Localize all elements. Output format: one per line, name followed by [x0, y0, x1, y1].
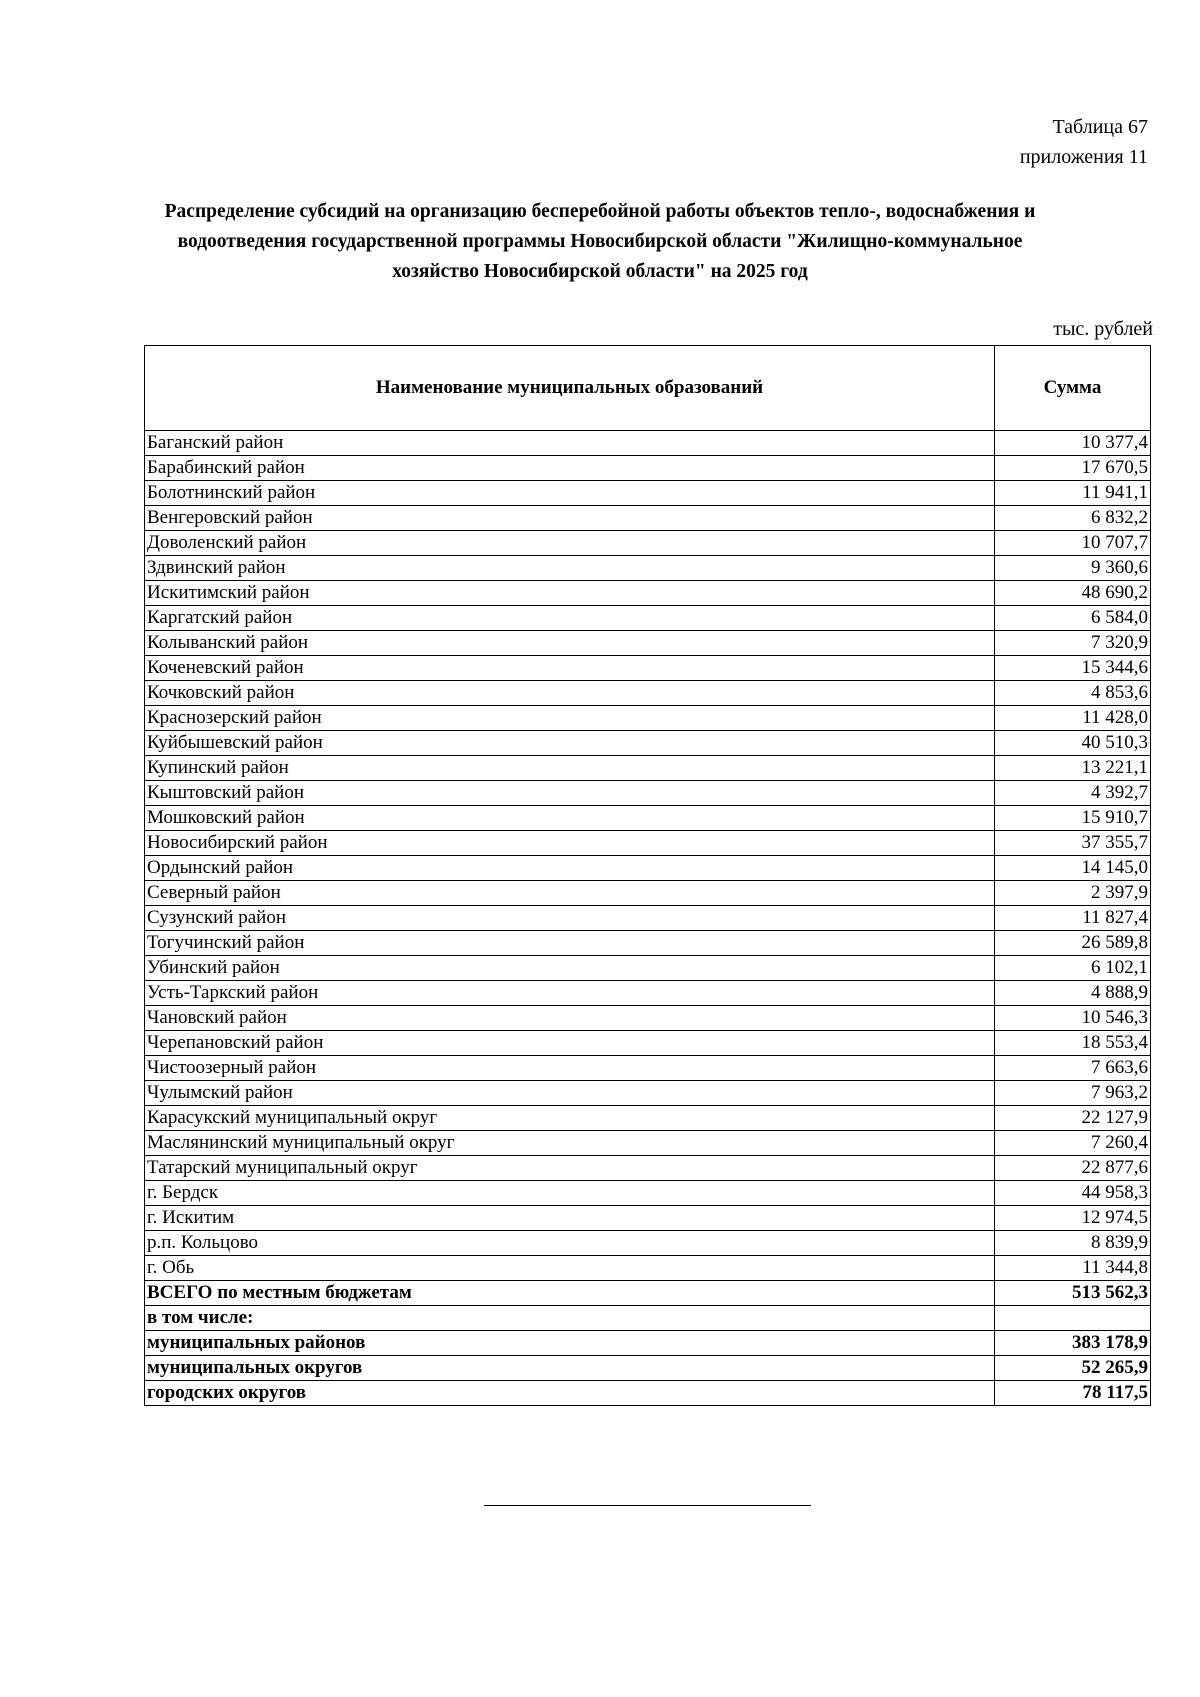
subsidy-table: [144, 345, 1151, 1406]
appendix-label: приложения 11: [1019, 146, 1148, 168]
sum-value: 14 145,0: [995, 856, 1151, 881]
sum-value: 37 355,7: [995, 831, 1151, 856]
sum-value: 6 584,0: [995, 606, 1151, 631]
table-row: [145, 856, 1151, 881]
sum-value: 17 670,5: [995, 456, 1151, 481]
column-header-sum: Сумма: [995, 346, 1151, 431]
municipality-name: Усть-Таркский район: [145, 981, 995, 1006]
sum-value: 9 360,6: [995, 556, 1151, 581]
municipality-name: Татарский муниципальный округ: [145, 1156, 995, 1181]
municipality-name: Чановский район: [145, 1006, 995, 1031]
summary-row: [145, 1281, 1151, 1306]
sum-value: 7 963,2: [995, 1081, 1151, 1106]
table-row: [145, 631, 1151, 656]
table-row: [145, 581, 1151, 606]
municipality-name: Чистоозерный район: [145, 1056, 995, 1081]
sum-value: 4 853,6: [995, 681, 1151, 706]
summary-row: [145, 1356, 1151, 1381]
table-row: [145, 1056, 1151, 1081]
sum-value: 383 178,9: [995, 1331, 1151, 1356]
municipality-name: Мошковский район: [145, 806, 995, 831]
table-row: [145, 481, 1151, 506]
table-row: [145, 1231, 1151, 1256]
summary-row: [145, 1381, 1151, 1406]
municipality-name: Каргатский район: [145, 606, 995, 631]
municipality-name: городских округов: [145, 1381, 995, 1406]
sum-value: 6 832,2: [995, 506, 1151, 531]
title-line-3: хозяйство Новосибирской области" на 2025 год: [392, 261, 808, 282]
table-row: [145, 531, 1151, 556]
table-row: [145, 556, 1151, 581]
municipality-name: Барабинский район: [145, 456, 995, 481]
municipality-name: Коченевский район: [145, 656, 995, 681]
title-line-1: Распределение субсидий на организацию бесперебойной работы объектов тепло-, водоснабжения и: [164, 201, 1036, 222]
sum-value: 8 839,9: [995, 1231, 1151, 1256]
municipality-name: Искитимский район: [145, 581, 995, 606]
summary-row: [145, 1331, 1151, 1356]
table-row: [145, 806, 1151, 831]
table-row: [145, 1131, 1151, 1156]
municipality-name: Болотнинский район: [145, 481, 995, 506]
table-row: [145, 1206, 1151, 1231]
table-row: [145, 981, 1151, 1006]
table-row: [145, 1181, 1151, 1206]
sum-value: 513 562,3: [995, 1281, 1151, 1306]
table-row: [145, 1031, 1151, 1056]
sum-value: 11 941,1: [995, 481, 1151, 506]
sum-value: 15 344,6: [995, 656, 1151, 681]
municipality-name: Убинский район: [145, 956, 995, 981]
table-row: [145, 606, 1151, 631]
municipality-name: г. Бердск: [145, 1181, 995, 1206]
municipality-name: Куйбышевский район: [145, 731, 995, 756]
table-row: [145, 431, 1151, 456]
municipality-name: Баганский район: [145, 431, 995, 456]
municipality-name: Кочковский район: [145, 681, 995, 706]
municipality-name: Карасукский муниципальный округ: [145, 1106, 995, 1131]
sum-value: 44 958,3: [995, 1181, 1151, 1206]
municipality-name: муниципальных округов: [145, 1356, 995, 1381]
municipality-name: в том числе:: [145, 1306, 995, 1331]
sum-value: 13 221,1: [995, 756, 1151, 781]
municipality-name: Маслянинский муниципальный округ: [145, 1131, 995, 1156]
sum-value: 11 344,8: [995, 1256, 1151, 1281]
table-caption: [748, 112, 1148, 172]
municipality-name: Черепановский район: [145, 1031, 995, 1056]
sum-value: 48 690,2: [995, 581, 1151, 606]
table-row: [145, 656, 1151, 681]
municipality-name: Ордынский район: [145, 856, 995, 881]
sum-value: 7 260,4: [995, 1131, 1151, 1156]
municipality-name: Здвинский район: [145, 556, 995, 581]
municipality-name: ВСЕГО по местным бюджетам: [145, 1281, 995, 1306]
sum-value: 22 877,6: [995, 1156, 1151, 1181]
table-row: [145, 1256, 1151, 1281]
sum-value: 11 428,0: [995, 706, 1151, 731]
municipality-name: Сузунский район: [145, 906, 995, 931]
sum-value: 6 102,1: [995, 956, 1151, 981]
table-row: [145, 931, 1151, 956]
municipality-name: г. Искитим: [145, 1206, 995, 1231]
table-row: [145, 831, 1151, 856]
sum-value: 11 827,4: [995, 906, 1151, 931]
sum-value: 7 663,6: [995, 1056, 1151, 1081]
municipality-name: Северный район: [145, 881, 995, 906]
municipality-name: Краснозерский район: [145, 706, 995, 731]
sum-value: 10 707,7: [995, 531, 1151, 556]
municipality-name: р.п. Кольцово: [145, 1231, 995, 1256]
summary-row: [145, 1306, 1151, 1331]
municipality-name: Чулымский район: [145, 1081, 995, 1106]
table-row: [145, 1106, 1151, 1131]
table-row: [145, 781, 1151, 806]
table-row: [145, 456, 1151, 481]
sum-value: 4 888,9: [995, 981, 1151, 1006]
sum-value: 52 265,9: [995, 1356, 1151, 1381]
title-line-2: водоотведения государственной программы Новосибирской области "Жилищно-коммунальное: [177, 231, 1023, 252]
table-number-label: Таблица 67: [1052, 116, 1148, 138]
footer-divider: [484, 1505, 811, 1506]
table-header-row: [145, 346, 1151, 431]
municipality-name: муниципальных районов: [145, 1331, 995, 1356]
column-header-name: Наименование муниципальных образований: [145, 346, 995, 431]
municipality-name: Новосибирский район: [145, 831, 995, 856]
document-title: [140, 197, 1060, 287]
sum-value: [995, 1306, 1151, 1331]
sum-value: 2 397,9: [995, 881, 1151, 906]
sum-value: 7 320,9: [995, 631, 1151, 656]
sum-value: 10 377,4: [995, 431, 1151, 456]
table-row: [145, 906, 1151, 931]
units-label: тыс. рублей: [1053, 318, 1153, 340]
table-row: [145, 681, 1151, 706]
table-row: [145, 881, 1151, 906]
table-row: [145, 706, 1151, 731]
sum-value: 18 553,4: [995, 1031, 1151, 1056]
sum-value: 12 974,5: [995, 1206, 1151, 1231]
sum-value: 15 910,7: [995, 806, 1151, 831]
sum-value: 78 117,5: [995, 1381, 1151, 1406]
municipality-name: Купинский район: [145, 756, 995, 781]
table-row: [145, 731, 1151, 756]
table-row: [145, 1006, 1151, 1031]
sum-value: 4 392,7: [995, 781, 1151, 806]
municipality-name: Доволенский район: [145, 531, 995, 556]
municipality-name: Венгеровский район: [145, 506, 995, 531]
table-row: [145, 956, 1151, 981]
table-row: [145, 756, 1151, 781]
sum-value: 22 127,9: [995, 1106, 1151, 1131]
sum-value: 10 546,3: [995, 1006, 1151, 1031]
sum-value: 40 510,3: [995, 731, 1151, 756]
municipality-name: Кыштовский район: [145, 781, 995, 806]
municipality-name: Тогучинский район: [145, 931, 995, 956]
municipality-name: Колыванский район: [145, 631, 995, 656]
table-row: [145, 1081, 1151, 1106]
table-row: [145, 1156, 1151, 1181]
municipality-name: г. Обь: [145, 1256, 995, 1281]
table-row: [145, 506, 1151, 531]
sum-value: 26 589,8: [995, 931, 1151, 956]
